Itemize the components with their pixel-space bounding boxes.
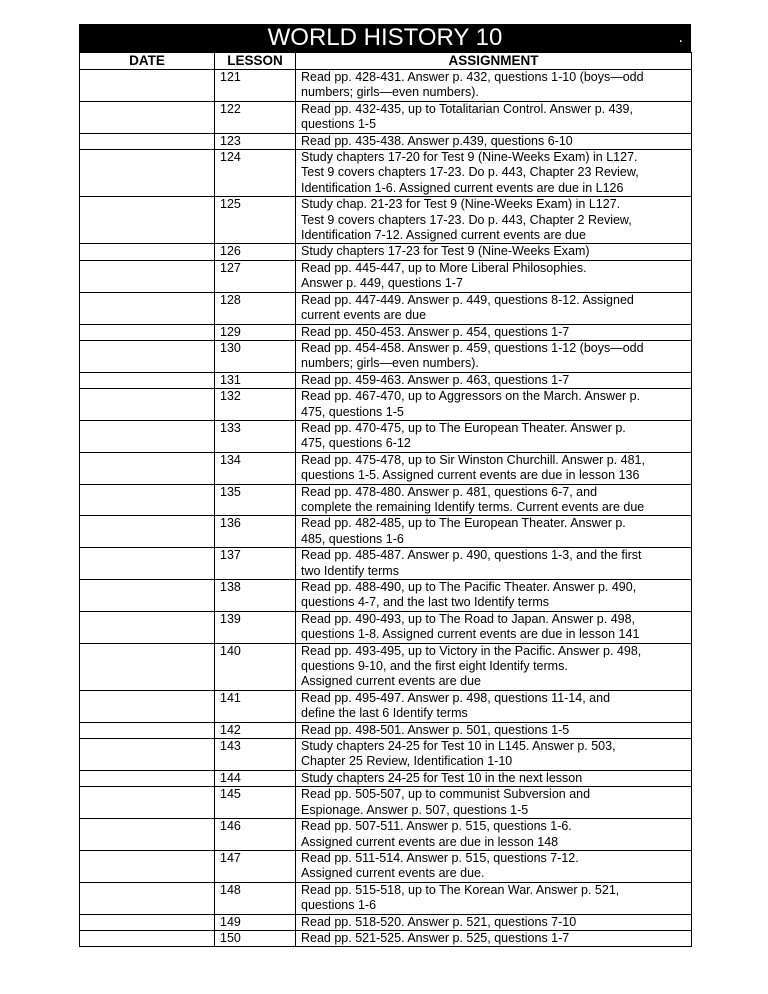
assignment-line: Chapter 25 Review, Identification 1-10 bbox=[301, 754, 513, 769]
assignment-cell bbox=[296, 580, 692, 612]
date-cell bbox=[80, 850, 215, 882]
lesson-number: 139 bbox=[215, 611, 296, 643]
date-cell bbox=[80, 133, 215, 149]
assignment-line: numbers; girls—even numbers). bbox=[301, 85, 479, 100]
table-row bbox=[80, 372, 692, 388]
date-cell bbox=[80, 420, 215, 452]
assignment-line: current events are due bbox=[301, 308, 427, 323]
lesson-number: 123 bbox=[215, 133, 296, 149]
assignment-cell bbox=[296, 787, 692, 819]
assignment-cell bbox=[296, 389, 692, 421]
lesson-number: 124 bbox=[215, 150, 296, 197]
assignment-cell bbox=[296, 452, 692, 484]
assignment-line: questions 1-5. Assigned current events are due in lesson 136 bbox=[301, 468, 640, 483]
lesson-number: 126 bbox=[215, 244, 296, 260]
assignment-line: Read pp. 511-514. Answer p. 515, questions 7-12. bbox=[301, 850, 579, 865]
table-row bbox=[80, 389, 692, 421]
date-cell bbox=[80, 101, 215, 133]
assignment-cell bbox=[296, 340, 692, 372]
assignment-line: 475, questions 1-5 bbox=[301, 404, 404, 419]
date-cell bbox=[80, 739, 215, 771]
schedule-sheet bbox=[79, 24, 691, 947]
assignment-line: Read pp. 521-525. Answer p. 525, questions 1-7 bbox=[301, 930, 570, 945]
lesson-number: 133 bbox=[215, 420, 296, 452]
date-cell bbox=[80, 260, 215, 292]
assignment-line: Study chapters 17-20 for Test 9 (Nine-Weeks Exam) in L127. bbox=[301, 150, 638, 165]
assignment-line: questions 1-8. Assigned current events are due in lesson 141 bbox=[301, 627, 640, 642]
assignment-line: complete the remaining Identify terms. Current events are due bbox=[301, 499, 645, 514]
date-cell bbox=[80, 611, 215, 643]
table-row bbox=[80, 611, 692, 643]
table-row bbox=[80, 101, 692, 133]
assignment-line: Study chapters 24-25 for Test 10 in L145. Answer p. 503, bbox=[301, 739, 616, 754]
assignment-cell bbox=[296, 324, 692, 340]
assignment-line: Assigned current events are due in lesson 148 bbox=[301, 834, 559, 849]
lesson-number: 132 bbox=[215, 389, 296, 421]
assignment-line: questions 1-5 bbox=[301, 117, 377, 132]
assignment-line: define the last 6 Identify terms bbox=[301, 706, 468, 721]
assignment-cell bbox=[296, 930, 692, 946]
date-cell bbox=[80, 516, 215, 548]
table-row bbox=[80, 244, 692, 260]
assignment-cell bbox=[296, 516, 692, 548]
date-cell bbox=[80, 770, 215, 786]
assignment-cell bbox=[296, 770, 692, 786]
header-row bbox=[80, 53, 692, 70]
date-cell bbox=[80, 722, 215, 738]
lesson-number: 129 bbox=[215, 324, 296, 340]
date-cell bbox=[80, 787, 215, 819]
assignment-line: Identification 7-12. Assigned current events are due bbox=[301, 228, 586, 243]
table-row bbox=[80, 722, 692, 738]
assignment-line: Answer p. 449, questions 1-7 bbox=[301, 276, 463, 291]
lesson-number: 142 bbox=[215, 722, 296, 738]
assignment-cell bbox=[296, 260, 692, 292]
date-cell bbox=[80, 643, 215, 690]
assignment-line: Read pp. 515-518, up to The Korean War. Answer p. 521, bbox=[301, 882, 620, 897]
assignment-line: Read pp. 485-487. Answer p. 490, questions 1-3, and the first bbox=[301, 548, 642, 563]
table-row bbox=[80, 484, 692, 516]
assignment-line: Assigned current events are due. bbox=[301, 866, 485, 881]
assignment-line: Read pp. 470-475, up to The European Theater. Answer p. bbox=[301, 420, 626, 435]
lesson-number: 135 bbox=[215, 484, 296, 516]
assignment-cell bbox=[296, 70, 692, 102]
lesson-number: 122 bbox=[215, 101, 296, 133]
table-row bbox=[80, 548, 692, 580]
table-row bbox=[80, 819, 692, 851]
date-cell bbox=[80, 340, 215, 372]
assignment-line: Identification 1-6. Assigned current events are due in L126 bbox=[301, 180, 624, 195]
lesson-number: 149 bbox=[215, 914, 296, 930]
title-mark: . bbox=[678, 29, 683, 46]
table-row bbox=[80, 452, 692, 484]
assignment-line: Read pp. 507-511. Answer p. 515, questions 1-6. bbox=[301, 819, 572, 834]
assignment-cell bbox=[296, 548, 692, 580]
date-cell bbox=[80, 389, 215, 421]
assignment-line: numbers; girls—even numbers). bbox=[301, 356, 479, 371]
table-row bbox=[80, 914, 692, 930]
lesson-number: 145 bbox=[215, 787, 296, 819]
date-cell bbox=[80, 882, 215, 914]
assignment-line: Read pp. 445-447, up to More Liberal Philosophies. bbox=[301, 260, 587, 275]
assignment-cell bbox=[296, 372, 692, 388]
assignment-cell bbox=[296, 882, 692, 914]
date-cell bbox=[80, 324, 215, 340]
assignment-cell bbox=[296, 914, 692, 930]
table-row bbox=[80, 787, 692, 819]
lesson-number: 131 bbox=[215, 372, 296, 388]
date-cell bbox=[80, 292, 215, 324]
lesson-number: 130 bbox=[215, 340, 296, 372]
table-row bbox=[80, 70, 692, 102]
table-row bbox=[80, 340, 692, 372]
date-cell bbox=[80, 372, 215, 388]
assignment-line: Study chap. 21-23 for Test 9 (Nine-Weeks Exam) in L127. bbox=[301, 197, 621, 212]
lesson-number: 138 bbox=[215, 580, 296, 612]
table-row bbox=[80, 260, 692, 292]
assignment-line: Read pp. 454-458. Answer p. 459, questions 1-12 (boys—odd bbox=[301, 340, 644, 355]
assignment-line: Read pp. 478-480. Answer p. 481, questions 6-7, and bbox=[301, 484, 598, 499]
assignment-line: questions 9-10, and the first eight Identify terms. bbox=[301, 659, 568, 674]
assignment-cell bbox=[296, 292, 692, 324]
assignment-line: Espionage. Answer p. 507, questions 1-5 bbox=[301, 802, 529, 817]
lesson-number: 128 bbox=[215, 292, 296, 324]
lesson-number: 143 bbox=[215, 739, 296, 771]
assignment-line: Read pp. 428-431. Answer p. 432, questions 1-10 (boys—odd bbox=[301, 70, 644, 84]
date-cell bbox=[80, 70, 215, 102]
assignment-line: Read pp. 493-495, up to Victory in the Pacific. Answer p. 498, bbox=[301, 643, 642, 658]
assignment-line: Read pp. 505-507, up to communist Subversion and bbox=[301, 787, 591, 802]
date-cell bbox=[80, 930, 215, 946]
assignment-line: Read pp. 482-485, up to The European Theater. Answer p. bbox=[301, 516, 626, 531]
date-header: DATE bbox=[80, 53, 215, 70]
assignment-line: Study chapters 24-25 for Test 10 in the next lesson bbox=[301, 770, 583, 785]
assignment-line: two Identify terms bbox=[301, 563, 399, 578]
date-cell bbox=[80, 690, 215, 722]
assignment-line: Read pp. 467-470, up to Aggressors on the March. Answer p. bbox=[301, 389, 641, 404]
lesson-number: 150 bbox=[215, 930, 296, 946]
date-cell bbox=[80, 244, 215, 260]
assignment-cell bbox=[296, 722, 692, 738]
assignment-line: Read pp. 447-449. Answer p. 449, questions 8-12. Assigned bbox=[301, 292, 634, 307]
date-cell bbox=[80, 484, 215, 516]
lesson-number: 137 bbox=[215, 548, 296, 580]
date-cell bbox=[80, 197, 215, 244]
table-row bbox=[80, 420, 692, 452]
lesson-number: 146 bbox=[215, 819, 296, 851]
assignment-cell bbox=[296, 850, 692, 882]
assignment-line: Read pp. 488-490, up to The Pacific Theater. Answer p. 490, bbox=[301, 580, 637, 594]
assignment-rows bbox=[80, 70, 692, 947]
assignment-cell bbox=[296, 133, 692, 149]
date-cell bbox=[80, 150, 215, 197]
title-bar bbox=[79, 24, 691, 52]
date-cell bbox=[80, 548, 215, 580]
table-row bbox=[80, 690, 692, 722]
lesson-number: 148 bbox=[215, 882, 296, 914]
assignment-cell bbox=[296, 420, 692, 452]
assignment-cell bbox=[296, 484, 692, 516]
date-cell bbox=[80, 580, 215, 612]
lesson-number: 136 bbox=[215, 516, 296, 548]
assignment-line: 475, questions 6-12 bbox=[301, 436, 411, 451]
lesson-number: 121 bbox=[215, 70, 296, 102]
date-cell bbox=[80, 452, 215, 484]
table-row bbox=[80, 739, 692, 771]
assignment-cell bbox=[296, 643, 692, 690]
assignment-line: Read pp. 459-463. Answer p. 463, questions 1-7 bbox=[301, 372, 570, 387]
assignment-line: Read pp. 435-438. Answer p.439, questions 6-10 bbox=[301, 133, 573, 148]
table-row bbox=[80, 516, 692, 548]
table-row bbox=[80, 882, 692, 914]
table-row bbox=[80, 850, 692, 882]
table-row bbox=[80, 324, 692, 340]
assignment-line: Study chapters 17-23 for Test 9 (Nine-Weeks Exam) bbox=[301, 244, 590, 259]
assignment-cell bbox=[296, 197, 692, 244]
table-row bbox=[80, 580, 692, 612]
table-row bbox=[80, 770, 692, 786]
assignment-cell bbox=[296, 690, 692, 722]
assignment-header: ASSIGNMENT bbox=[296, 53, 692, 70]
assignment-line: Read pp. 495-497. Answer p. 498, questions 11-14, and bbox=[301, 690, 611, 705]
assignment-line: 485, questions 1-6 bbox=[301, 531, 404, 546]
lesson-number: 141 bbox=[215, 690, 296, 722]
table-row bbox=[80, 197, 692, 244]
lesson-number: 127 bbox=[215, 260, 296, 292]
table-row bbox=[80, 643, 692, 690]
lesson-number: 147 bbox=[215, 850, 296, 882]
lesson-header: LESSON bbox=[215, 53, 296, 70]
assignment-line: Test 9 covers chapters 17-23. Do p. 443, Chapter 23 Review, bbox=[301, 165, 639, 180]
assignment-line: Read pp. 475-478, up to Sir Winston Churchill. Answer p. 481, bbox=[301, 452, 645, 467]
assignment-cell bbox=[296, 101, 692, 133]
assignment-table bbox=[79, 52, 692, 947]
table-row bbox=[80, 133, 692, 149]
assignment-cell bbox=[296, 739, 692, 771]
assignment-line: Read pp. 450-453. Answer p. 454, questions 1-7 bbox=[301, 324, 570, 339]
assignment-line: questions 1-6 bbox=[301, 898, 377, 913]
lesson-number: 125 bbox=[215, 197, 296, 244]
assignment-line: Test 9 covers chapters 17-23. Do p. 443, Chapter 2 Review, bbox=[301, 212, 632, 227]
table-row bbox=[80, 930, 692, 946]
assignment-line: Read pp. 498-501. Answer p. 501, questions 1-5 bbox=[301, 722, 570, 737]
lesson-number: 144 bbox=[215, 770, 296, 786]
lesson-number: 134 bbox=[215, 452, 296, 484]
assignment-line: Read pp. 432-435, up to Totalitarian Control. Answer p. 439, bbox=[301, 101, 633, 116]
table-row bbox=[80, 150, 692, 197]
assignment-cell bbox=[296, 819, 692, 851]
lesson-number: 140 bbox=[215, 643, 296, 690]
date-cell bbox=[80, 819, 215, 851]
assignment-cell bbox=[296, 150, 692, 197]
assignment-cell bbox=[296, 244, 692, 260]
date-cell bbox=[80, 914, 215, 930]
table-row bbox=[80, 292, 692, 324]
assignment-line: Assigned current events are due bbox=[301, 674, 481, 689]
page-title: WORLD HISTORY 10 bbox=[267, 24, 503, 51]
assignment-line: Read pp. 490-493, up to The Road to Japan. Answer p. 498, bbox=[301, 611, 636, 626]
assignment-line: questions 4-7, and the last two Identify terms bbox=[301, 595, 550, 610]
assignment-line: Read pp. 518-520. Answer p. 521, questions 7-10 bbox=[301, 914, 577, 929]
assignment-cell bbox=[296, 611, 692, 643]
